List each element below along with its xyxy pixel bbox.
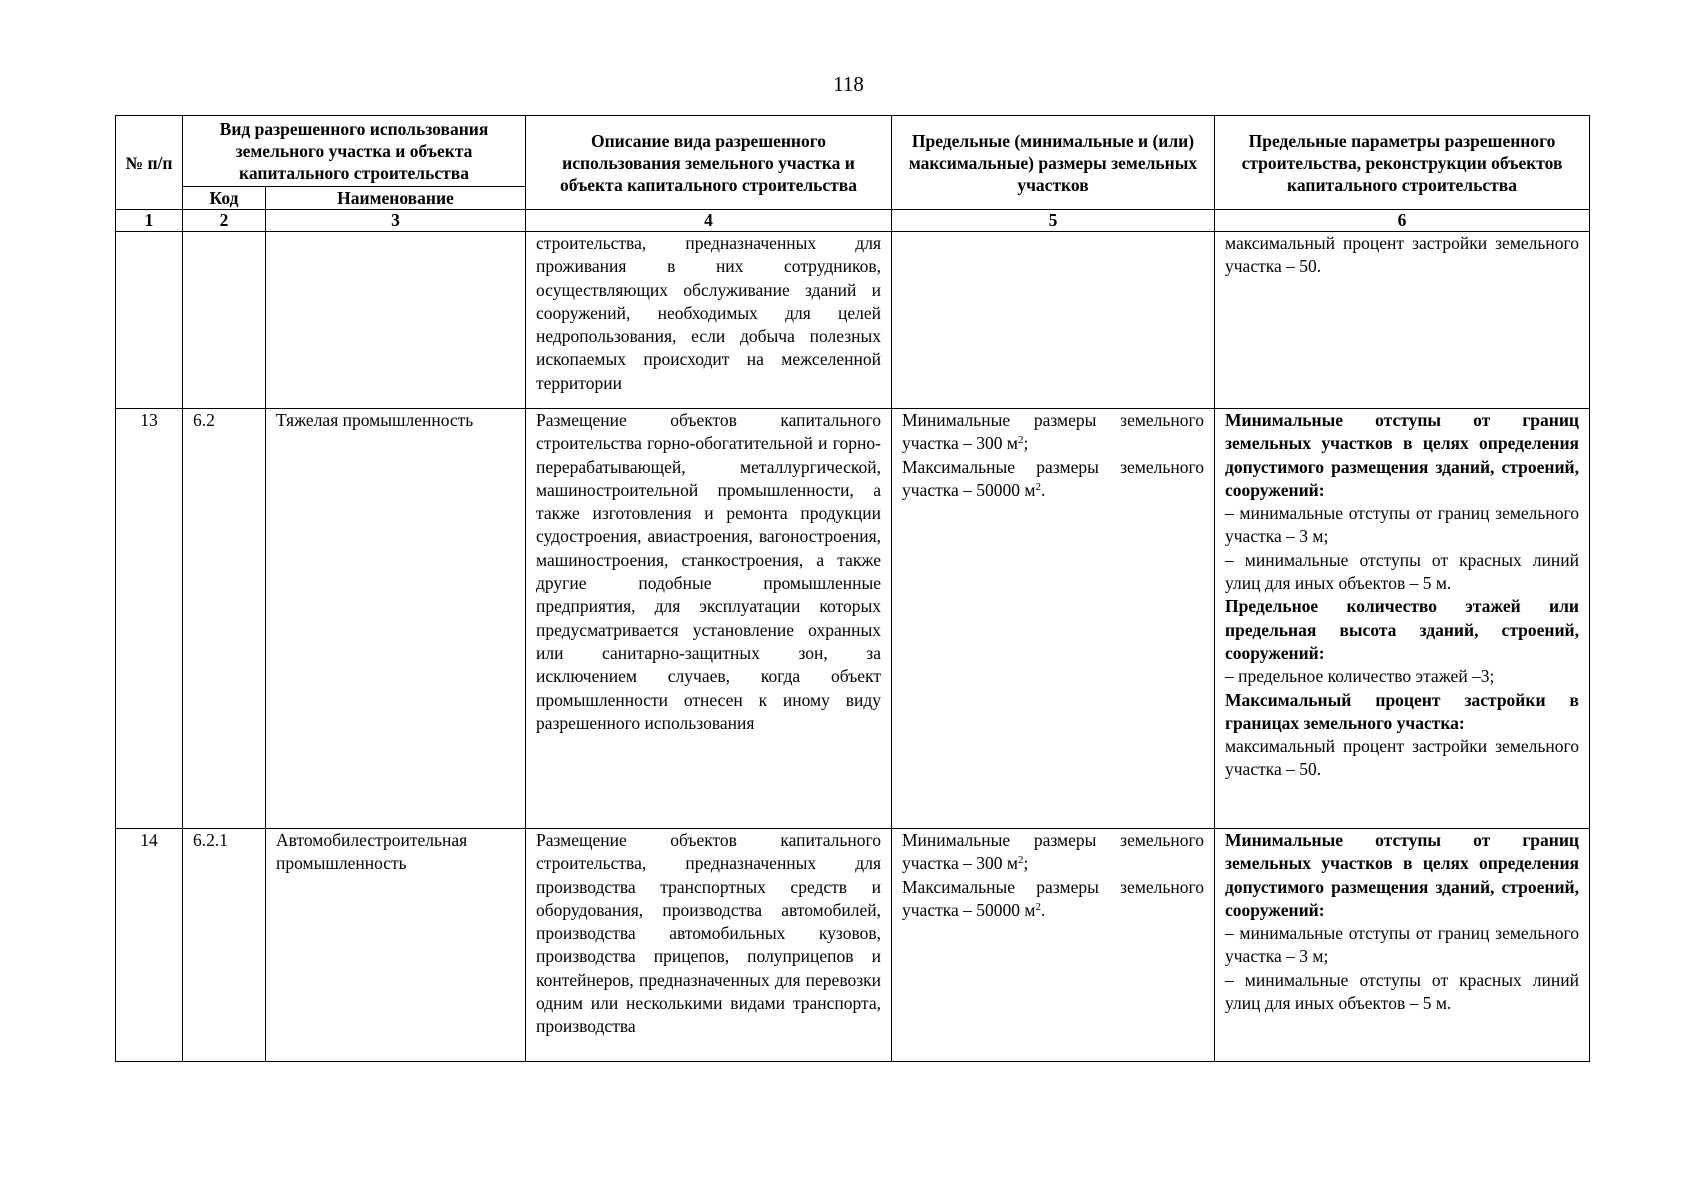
floors-value: – предельное количество этажей –3;: [1225, 666, 1495, 687]
column-number-4: 4: [526, 210, 892, 232]
row-params: [1215, 232, 1590, 409]
row-num: [116, 232, 183, 409]
row-num: 14: [116, 829, 183, 1062]
row-params: [1215, 829, 1590, 1062]
land-use-table: [115, 115, 1590, 1062]
offset-borders: – минимальные отступы от границ земельного участка – 3 м;: [1225, 503, 1579, 547]
offsets-title: Минимальные отступы от границ земельных участков в целях определения допустимого размещения зданий, строений, сооружений:: [1225, 410, 1579, 500]
header-name: Наименование: [266, 187, 526, 210]
row-name: [266, 232, 526, 409]
row-code: 6.2: [183, 409, 266, 829]
table-row: [116, 409, 1590, 829]
row-description: Размещение объектов капитального строительства, предназначенных для производства транспортных средств и оборудования, производства автомобилей, производства автомобильных кузовов, производства прицепов, полуприцепов и контейнеров, предназначенных для перевозки одним или несколькими видами транспорта, производства: [526, 829, 892, 1062]
header-plot-sizes: Предельные (минимальные и (или) максимальные) размеры земельных участков: [892, 116, 1215, 210]
row-description: строительства, предназначенных для проживания в них сотрудников, осуществляющих обслуживание зданий и сооружений, необходимых для целей недропользования, если добыча полезных ископаемых происходит на межселенной территории: [526, 232, 892, 409]
row-code: [183, 232, 266, 409]
row-sizes: [892, 232, 1215, 409]
header-code: Код: [183, 187, 266, 210]
column-number-1: 1: [116, 210, 183, 232]
offsets-title: Минимальные отступы от границ земельных участков в целях определения допустимого размещения зданий, строений, сооружений:: [1225, 830, 1579, 920]
row-name: Автомобилестроительная промышленность: [266, 829, 526, 1062]
coverage-title: Максимальный процент застройки в границах земельного участка:: [1225, 689, 1579, 733]
table-row: [116, 829, 1590, 1062]
row-description: Размещение объектов капитального строительства горно-обогатительной и горно-перерабатывающей, металлургической, машиностроительной промышленности, а также изготовления и ремонта продукции судостроения, авиастроения, вагоностроения, машиностроения, станкостроения, а также другие подобные промышленные предприятия, для эксплуатации которых предусматривается установление охранных или санитарно-защитных зон, за исключением случаев, когда объект промышленности отнесен к иному виду разрешенного использования: [526, 409, 892, 829]
offset-red-lines: – минимальные отступы от красных линий улиц для иных объектов – 5 м.: [1225, 549, 1579, 594]
column-number-5: 5: [892, 210, 1215, 232]
coverage-value: максимальный процент застройки земельного участка – 50.: [1225, 233, 1579, 277]
max-size: Максимальные размеры земельного участка – 50000 $м^2$.: [902, 876, 1204, 920]
header-params: Предельные параметры разрешенного строительства, реконструкции объектов капитального строительства: [1215, 116, 1590, 210]
header-type-group: Вид разрешенного использования земельного участка и объекта капитального строительства: [183, 116, 526, 187]
offset-borders: – минимальные отступы от границ земельного участка – 3 м;: [1225, 923, 1579, 967]
page-number: 118: [833, 72, 864, 96]
row-sizes: [892, 409, 1215, 829]
header-description: Описание вида разрешенного использования земельного участка и объекта капитального строительства: [526, 116, 892, 210]
table-header: [116, 116, 1590, 232]
row-num: 13: [116, 409, 183, 829]
column-number-3: 3: [266, 210, 526, 232]
row-sizes: [892, 829, 1215, 1062]
header-num: № п/п: [116, 116, 183, 210]
min-size: Минимальные размеры земельного участка – 300 $м^2$;: [902, 830, 1204, 874]
column-number-6: 6: [1215, 210, 1590, 232]
coverage-value: максимальный процент застройки земельного участка – 50.: [1225, 736, 1579, 780]
table-row: [116, 232, 1590, 409]
row-params: [1215, 409, 1590, 829]
row-name: Тяжелая промышленность: [266, 409, 526, 829]
row-code: 6.2.1: [183, 829, 266, 1062]
max-size: Максимальные размеры земельного участка – 50000 $м^2$.: [902, 456, 1204, 500]
offset-red-lines: – минимальные отступы от красных линий улиц для иных объектов – 5 м.: [1225, 969, 1579, 1014]
min-size: Минимальные размеры земельного участка – 300 $м^2$;: [902, 410, 1204, 454]
column-number-row: [116, 210, 1590, 232]
floors-title: Предельное количество этажей или предельная высота зданий, строений, сооружений:: [1225, 596, 1579, 663]
column-number-2: 2: [183, 210, 266, 232]
